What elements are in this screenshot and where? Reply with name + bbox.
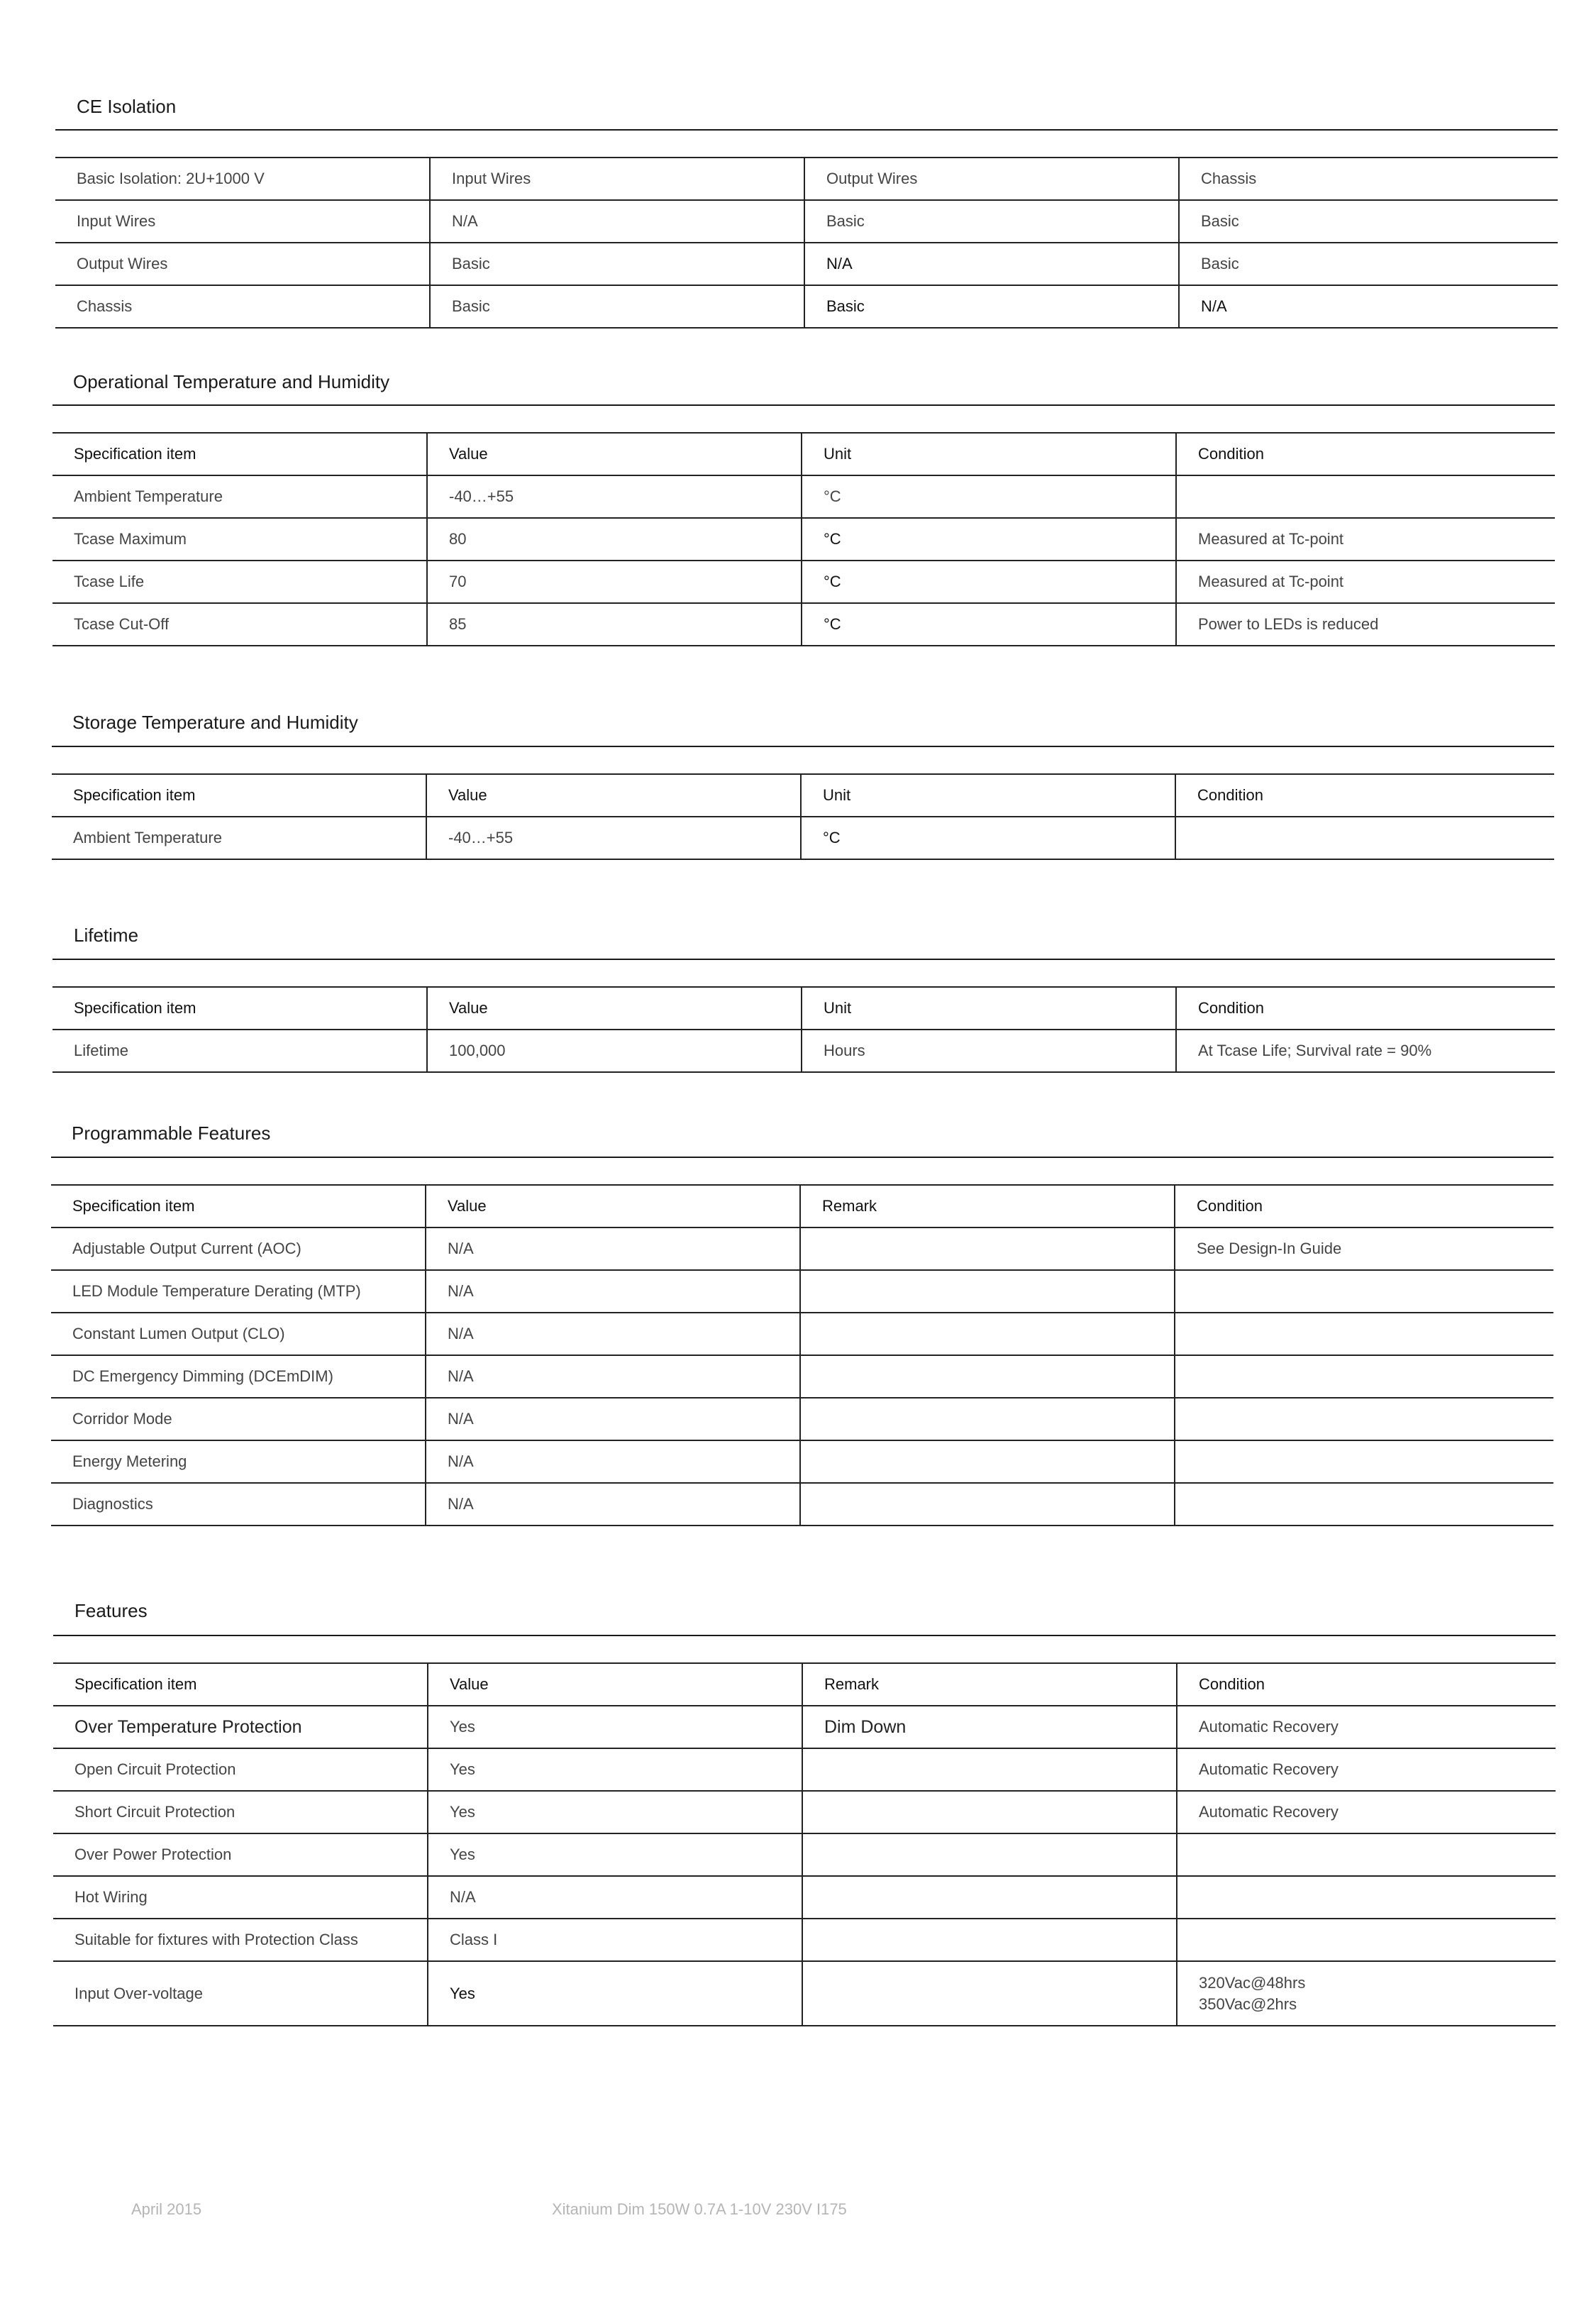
table-cell: Basic [1179,243,1558,285]
table-header-cell: Condition [1175,774,1554,817]
table-cell: Open Circuit Protection [53,1748,428,1791]
section-title-operational: Operational Temperature and Humidity [73,371,390,392]
table-cell [1175,1483,1553,1526]
table-cell: Chassis [1179,158,1558,200]
table-row [53,1833,1556,1876]
table-cell: 80 [427,518,802,561]
table-row [53,1706,1556,1748]
table-cell: Yes [428,1833,802,1876]
table-cell [802,1791,1177,1833]
table-cell [1177,1833,1556,1876]
table-cell [1177,1961,1556,2026]
table-row [51,1270,1553,1313]
table-cell: Suitable for fixtures with Protection Class [53,1919,428,1961]
table-row [55,200,1558,243]
storage-table [52,773,1554,860]
table-cell [1175,1313,1553,1355]
table-cell: Output Wires [804,158,1179,200]
programmable-table [51,1184,1553,1526]
table-cell: Input Wires [55,200,430,243]
table-row [52,561,1555,603]
table-cell: Input Wires [430,158,804,200]
table-cell [802,1876,1177,1919]
table-cell: N/A [426,1313,800,1355]
table-cell: Lifetime [52,1030,427,1072]
table-header-cell: Remark [802,1663,1177,1706]
table-cell: N/A [426,1483,800,1526]
table-cell: N/A [426,1398,800,1440]
table-cell: Hot Wiring [53,1876,428,1919]
table-header-cell: Value [427,987,802,1030]
table-cell: DC Emergency Dimming (DCEmDIM) [51,1355,426,1398]
table-header-cell: Remark [800,1185,1175,1228]
table-cell: Chassis [55,285,430,328]
table-cell: At Tcase Life; Survival rate = 90% [1176,1030,1555,1072]
table-cell: Measured at Tc-point [1176,518,1555,561]
table-header-cell: Specification item [52,433,427,475]
table-cell: Energy Metering [51,1440,426,1483]
table-header-cell: Condition [1176,433,1555,475]
table-header-cell: Value [428,1663,802,1706]
table-cell: Yes [428,1961,802,2026]
table-header-cell: Value [426,1185,800,1228]
table-cell: -40…+55 [426,817,801,859]
table-cell: Dim Down [802,1706,1177,1748]
table-cell: N/A [426,1270,800,1313]
table-row [53,1876,1556,1919]
table-cell: Hours [802,1030,1176,1072]
features-table [53,1662,1556,2026]
table-cell: Diagnostics [51,1483,426,1526]
table-cell: See Design-In Guide [1175,1228,1553,1270]
table-row [53,1919,1556,1961]
table-header-cell: Value [426,774,801,817]
table-cell: Basic [1179,200,1558,243]
table-cell: Adjustable Output Current (AOC) [51,1228,426,1270]
table-cell: Corridor Mode [51,1398,426,1440]
table-header-cell: Specification item [52,987,427,1030]
section-rule [52,959,1555,960]
table-header-cell: Condition [1177,1663,1556,1706]
table-cell: Tcase Life [52,561,427,603]
table-cell [800,1440,1175,1483]
table-cell [1176,475,1555,518]
table-row [53,1748,1556,1791]
table-cell: 100,000 [427,1030,802,1072]
table-cell [800,1355,1175,1398]
table-row [52,817,1554,859]
table-header-cell: Specification item [51,1185,426,1228]
table-cell: Ambient Temperature [52,817,426,859]
table-cell: °C [801,817,1175,859]
table-row [55,285,1558,328]
section-title-ce-isolation: CE Isolation [77,96,177,117]
table-cell: Power to LEDs is reduced [1176,603,1555,646]
table-row [53,1791,1556,1833]
table-header-cell: Specification item [53,1663,428,1706]
table-cell [802,1748,1177,1791]
table-cell: °C [802,518,1176,561]
table-cell [802,1833,1177,1876]
table-row [52,475,1555,518]
table-header-cell: Value [427,433,802,475]
table-cell: N/A [430,200,804,243]
table-row [55,243,1558,285]
table-cell: Basic [430,243,804,285]
table-header-row [52,433,1555,475]
table-cell: 70 [427,561,802,603]
table-row [51,1398,1553,1440]
section-rule [51,1157,1553,1158]
table-cell: Over Power Protection [53,1833,428,1876]
table-cell: Basic [430,285,804,328]
lifetime-table [52,986,1555,1073]
table-cell [1175,1270,1553,1313]
table-cell [800,1313,1175,1355]
table-cell: °C [802,475,1176,518]
table-cell [1177,1919,1556,1961]
table-header-row [52,774,1554,817]
table-cell: Tcase Cut-Off [52,603,427,646]
table-cell: Constant Lumen Output (CLO) [51,1313,426,1355]
section-title-features: Features [74,1600,148,1621]
table-cell: °C [802,561,1176,603]
table-cell: 85 [427,603,802,646]
table-cell: Output Wires [55,243,430,285]
table-cell: Class I [428,1919,802,1961]
table-cell: N/A [426,1355,800,1398]
table-row [51,1440,1553,1483]
table-row [52,603,1555,646]
table-row [53,1961,1556,2026]
table-cell: Automatic Recovery [1177,1748,1556,1791]
table-cell [1175,1398,1553,1440]
cell-line: 320Vac@48hrs [1199,1973,1306,1992]
table-row [52,518,1555,561]
table-header-row [53,1663,1556,1706]
table-cell: Basic Isolation: 2U+1000 V [55,158,430,200]
table-cell [800,1398,1175,1440]
table-cell: Short Circuit Protection [53,1791,428,1833]
table-cell: Automatic Recovery [1177,1791,1556,1833]
table-cell [802,1961,1177,2026]
table-cell: -40…+55 [427,475,802,518]
section-title-programmable: Programmable Features [72,1122,271,1144]
footer-product: Xitanium Dim 150W 0.7A 1-10V 230V I175 [552,2200,847,2218]
table-cell: LED Module Temperature Derating (MTP) [51,1270,426,1313]
table-row [55,158,1558,200]
table-header-cell: Unit [802,987,1176,1030]
table-cell [1175,1355,1553,1398]
table-row [51,1355,1553,1398]
table-cell [802,1919,1177,1961]
table-cell: Automatic Recovery [1177,1706,1556,1748]
table-cell: N/A [1179,285,1558,328]
table-header-cell: Unit [802,433,1176,475]
ce-isolation-table [55,157,1558,329]
section-title-lifetime: Lifetime [74,925,139,946]
table-header-cell: Condition [1175,1185,1553,1228]
table-row [51,1483,1553,1526]
table-row [52,1030,1555,1072]
cell-line: 350Vac@2hrs [1199,1995,1297,2013]
table-header-cell: Unit [801,774,1175,817]
table-header-row [51,1185,1553,1228]
table-cell: Basic [804,200,1179,243]
table-cell: N/A [426,1228,800,1270]
table-cell: Tcase Maximum [52,518,427,561]
table-header-row [52,987,1555,1030]
table-cell [1175,1440,1553,1483]
table-cell: Input Over-voltage [53,1961,428,2026]
section-rule [55,129,1558,131]
table-header-cell: Specification item [52,774,426,817]
section-rule [53,1635,1556,1636]
section-title-storage: Storage Temperature and Humidity [72,712,358,733]
table-cell: Yes [428,1706,802,1748]
table-cell: N/A [426,1440,800,1483]
operational-table [52,432,1555,646]
table-cell: °C [802,603,1176,646]
table-cell: Yes [428,1748,802,1791]
table-cell: Basic [804,285,1179,328]
table-cell: N/A [428,1876,802,1919]
table-cell: Yes [428,1791,802,1833]
table-cell [800,1483,1175,1526]
table-cell: Ambient Temperature [52,475,427,518]
section-rule [52,746,1554,747]
table-cell [1177,1876,1556,1919]
table-cell [800,1270,1175,1313]
table-cell [800,1228,1175,1270]
table-header-cell: Condition [1176,987,1555,1030]
section-rule [52,404,1555,406]
table-cell: Measured at Tc-point [1176,561,1555,603]
footer-date: April 2015 [131,2200,202,2218]
table-cell: Over Temperature Protection [53,1706,428,1748]
table-row [51,1228,1553,1270]
table-cell [1175,817,1554,859]
table-row [51,1313,1553,1355]
table-cell: N/A [804,243,1179,285]
